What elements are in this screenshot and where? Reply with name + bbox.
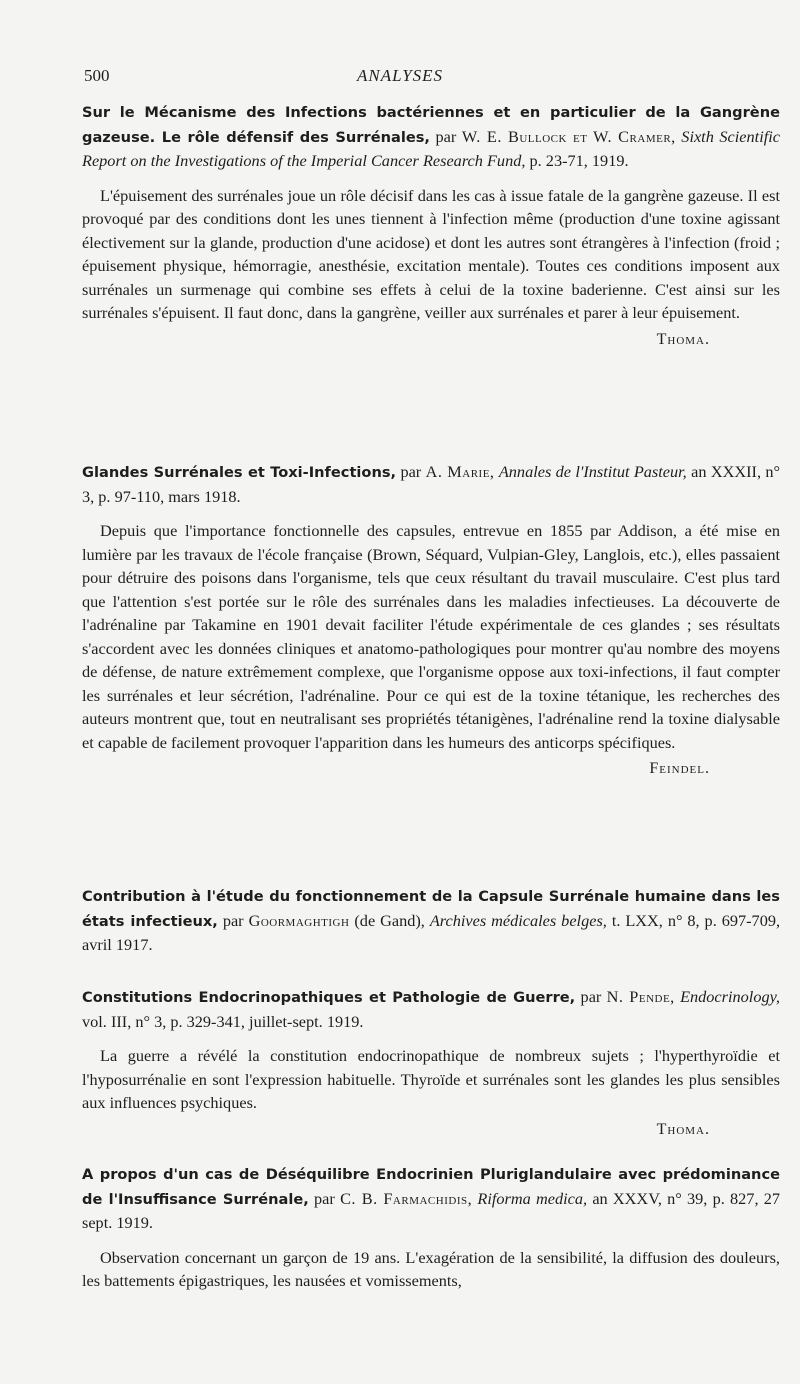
entry-summary: L'épuisement des surrénales joue un rôle décisif dans les cas à issue fatale de la gangrène gazeuse. Il est provoqué par des conditions dont les unes tiennent à l'infection même (production d'une toxine agissant électivement sur la glande, production d'une acidose) et dont les autres sont étrangères à l'infection (froid ; épuisement physique, hémorragie, anesthésie, excitation mentale). Toutes ces conditions imposent aux surrénales un surmenage qui combine ses effets à celui de la toxine baderienne. C'est ainsi sur les surrénales s'épuisent. Il faut donc, dans la gangrène, veiller aux surrénales et parer à leur épuisement.	[82, 185, 780, 322]
entry-by: par	[435, 126, 457, 146]
entry-title: Constitutions Endocrinopathiques et Pathologie de Guerre,	[82, 989, 576, 1006]
entry-by: par	[314, 1188, 335, 1208]
entry-source: Archives médicales belges,	[429, 910, 607, 930]
entry-by: par	[222, 910, 244, 930]
entry-details: vol. III, n° 3, p. 329-341, juillet-sept. 1919.	[82, 1011, 364, 1031]
entry-summary: Observation concernant un garçon de 19 ans. L'exagération de la sensibilité, la diffusion des douleurs, les battements épigastriques, les nausées et vomissements,	[82, 1247, 780, 1290]
entry-title: A propos d'un cas de Déséquilibre Endocrinien Pluriglandulaire avec prédominance de l'Insuffisance Surrénale,	[82, 1166, 780, 1208]
page-number: 500	[84, 66, 110, 85]
entry-pende	[82, 985, 780, 1139]
entry-title: Sur le Mécanisme des Infections bactériennes et en particulier de la Gangrène gazeuse. Le rôle défensif des Surrénales,	[82, 104, 780, 146]
entry-title: Contribution à l'étude du fonctionnement de la Capsule Surrénale humaine dans les états infectieux,	[82, 888, 780, 930]
entry-authors: Goormaghtigh	[248, 910, 350, 930]
entry-authors: N. Pende,	[606, 987, 675, 1006]
running-title: ANALYSES	[356, 66, 444, 85]
entry-authors: C. B. Farmachidis,	[340, 1188, 473, 1208]
entry-marie	[82, 460, 780, 778]
entry-authors-extra: (de Gand),	[354, 910, 425, 930]
entry-source: Endocrinology,	[680, 987, 780, 1006]
entry-source: Annales de l'Institut Pasteur,	[498, 462, 687, 481]
entry-details: t. LXX, n° 8, p. 697-709, avril 1917.	[82, 910, 781, 954]
entry-citation	[82, 1162, 780, 1235]
entry-goormaghtigh	[82, 884, 780, 957]
entry-signature: Thoma.	[656, 1120, 710, 1138]
entry-title: Glandes Surrénales et Toxi-Infections,	[82, 464, 397, 481]
entry-summary: Depuis que l'importance fonctionnelle des capsules, entrevue en 1855 par Addison, a été mise en lumière par les travaux de l'école française (Brown, Séquard, Vulpian-Gley, Langlois, etc.), elles passaient pour détruire des poisons dans l'organisme, tels que ceux résultant du travail musculaire. C'est plus tard que l'attention s'est portée sur le rôle des surrénales dans les maladies infectieuses. La découverte de l'adrénaline par Takamine en 1901 devait faciliter l'étude expérimentale de ces glandes ; ses résultats s'accordent avec les données cliniques et anatomo-pathologiques pour montrer qu'au nombre des moyens de défense, de nature extrêmement complexe, que l'organisme oppose aux toxi-infections, il faut compter les surrénales et leur sécrétion, l'adrénaline. Pour ce qui est de la toxine tétanique, les recherches des auteurs montrent que, tout en neutralisant ses propriétés tétanigènes, l'adrénaline rend la toxine dialysable et capable de facilement provoquer l'apparition dans les humeurs des anticorps spécifiques.	[82, 521, 780, 752]
entry-by: par	[400, 462, 422, 481]
page-header	[84, 66, 716, 90]
entry-citation	[82, 884, 780, 957]
entry-farmachidis	[82, 1162, 780, 1293]
entry-authors: A. Marie,	[425, 462, 495, 481]
entry-summary: La guerre a révélé la constitution endocrinopathique de nombreux sujets ; l'hyperthyroïdie et l'hyposurrénalie en sont l'expression habituelle. Thyroïde et surrénales sont les glandes les plus sensibles aux influences psychiques.	[82, 1046, 780, 1112]
entry-by: par	[580, 987, 602, 1006]
entry-citation	[82, 985, 780, 1033]
entry-citation	[82, 100, 780, 173]
entry-details: p. 23-71, 1919.	[529, 151, 629, 170]
entry-source: Sixth Scientific Report on the Investigations of the Imperial Cancer Research Fund,	[82, 126, 780, 170]
entry-citation	[82, 460, 780, 508]
entry-bullock-cramer	[82, 100, 780, 349]
entry-authors: W. E. Bullock et W. Cramer,	[461, 126, 676, 146]
entry-details: an XXXII, n° 3, p. 97-110, mars 1918.	[82, 462, 781, 506]
entry-signature: Thoma.	[656, 330, 710, 348]
entry-source: Riforma medica,	[477, 1188, 588, 1208]
entry-signature: Feindel.	[649, 760, 710, 777]
entry-details: an XXXV, n° 39, p. 827, 27 sept. 1919.	[82, 1188, 781, 1232]
